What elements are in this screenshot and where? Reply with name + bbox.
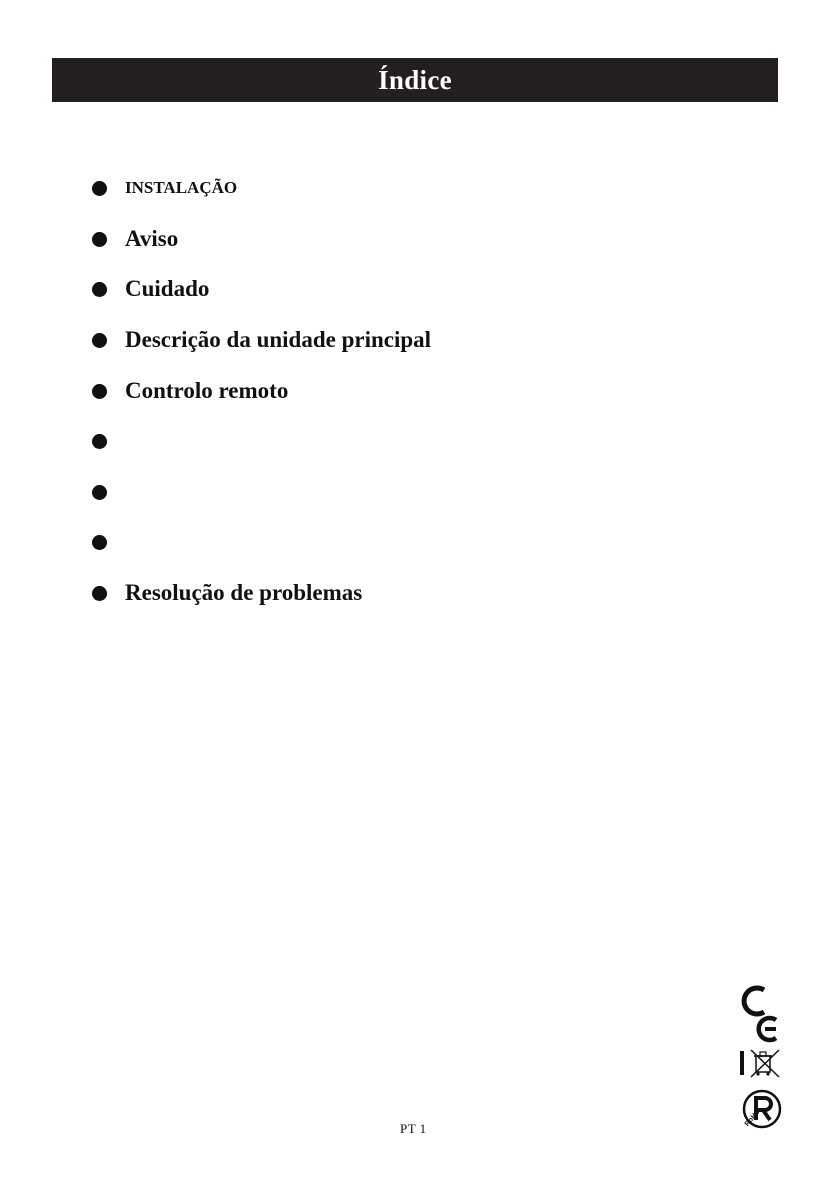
toc-item-label: Aviso xyxy=(125,226,179,251)
toc-item-caution[interactable] xyxy=(92,274,209,304)
toc-item-installation[interactable] xyxy=(92,173,237,203)
toc-item-remote-control[interactable] xyxy=(92,376,288,406)
bullet-icon xyxy=(92,535,107,550)
rohs-text: RoHS xyxy=(743,1108,762,1128)
toc-item-label: Resolução de problemas xyxy=(125,580,363,605)
bullet-icon xyxy=(92,586,107,601)
bullet-icon xyxy=(92,485,107,500)
compliance-marks xyxy=(736,985,784,1133)
bullet-icon xyxy=(92,282,107,297)
page-title: Índice xyxy=(378,64,452,95)
bullet-icon xyxy=(92,181,107,196)
toc-item-blank xyxy=(92,527,125,557)
bullet-icon xyxy=(92,434,107,449)
toc-item-label: INSTALAÇÃO xyxy=(125,178,238,197)
rohs-icon xyxy=(736,1085,784,1133)
bullet-icon xyxy=(92,384,107,399)
toc-item-warning[interactable] xyxy=(92,224,178,254)
ce-mark-icon xyxy=(736,985,784,1045)
toc-item-label: Cuidado xyxy=(125,276,210,301)
weee-bin-icon xyxy=(736,1047,784,1081)
toc-item-troubleshooting[interactable] xyxy=(92,578,362,608)
title-bar xyxy=(52,58,778,102)
toc-item-main-unit[interactable] xyxy=(92,325,431,355)
toc-item-label: Descrição da unidade principal xyxy=(125,327,432,352)
toc-item-blank xyxy=(92,426,125,456)
toc-item-blank xyxy=(92,477,125,507)
page-number: PT 1 xyxy=(400,1121,427,1136)
bullet-icon xyxy=(92,232,107,247)
bullet-icon xyxy=(92,333,107,348)
toc-item-label: Controlo remoto xyxy=(125,378,289,403)
